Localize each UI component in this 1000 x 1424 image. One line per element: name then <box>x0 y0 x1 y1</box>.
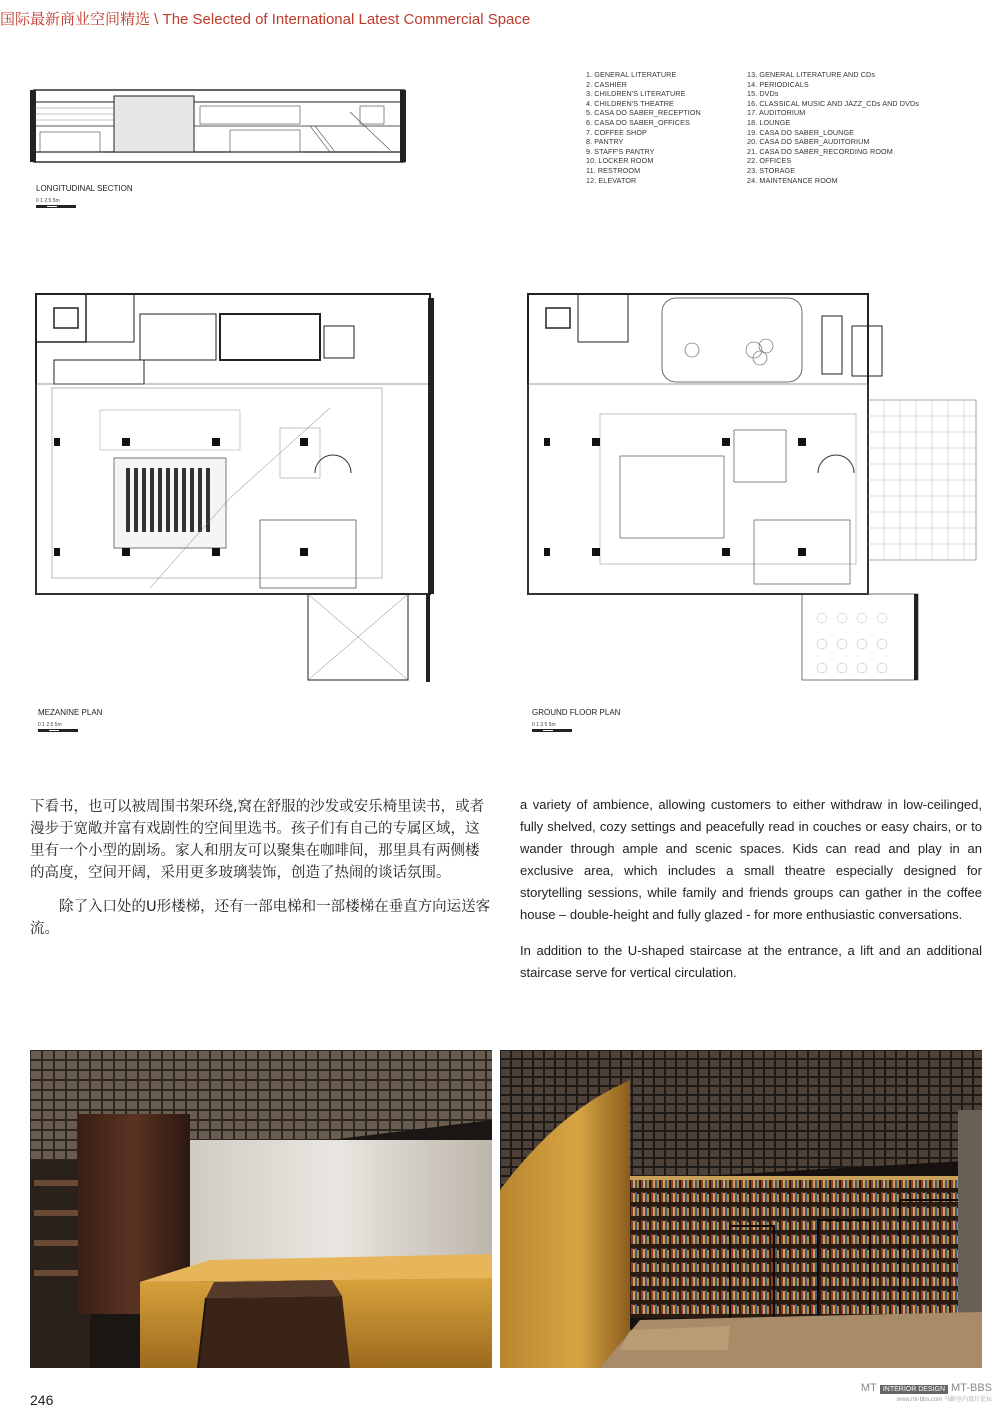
legend-item: 18. LOUNGE <box>747 117 791 127</box>
mezzanine-plan-drawing <box>30 288 440 688</box>
ground-floor-scale: 0 1 2.5 5m <box>532 722 556 728</box>
header-separator: \ <box>150 11 163 28</box>
staircase-photo <box>30 1050 492 1368</box>
watermark-box: INTERIOR DESIGN <box>880 1385 948 1394</box>
legend-item: 12. ELEVATOR <box>586 175 637 185</box>
mezzanine-label: MEZANINE PLAN <box>38 708 103 717</box>
ground-floor-plan-drawing <box>522 288 982 688</box>
section-label: LONGITUDINAL SECTION <box>36 184 133 193</box>
legend-item: 17. AUDITORIUM <box>747 108 806 118</box>
paragraph-en: In addition to the U-shaped staircase at the entrance, a lift and an additional staircase serve for vertical circulation. <box>520 943 982 980</box>
watermark <box>861 1382 992 1403</box>
section-scale: 0 1 2.5 5m <box>36 198 60 204</box>
watermark-right: MT-BBS <box>951 1382 992 1394</box>
legend-left-column <box>586 70 701 185</box>
paragraph-en: a variety of ambience, allowing customers to either withdraw in low-ceilinged, fully shelved, cozy settings and peacefully read in couches or easy chairs, or to wander through ample and scenic spaces. Kids can read and play in an exclusive area, which includes a small theatre especially designed for storytelling sessions, while family and friends groups can gather in the coffee house – double-height and fully glazed - for more enthusiastic conversations. <box>520 797 982 922</box>
mezzanine-scale: 0 1 2.5 5m <box>38 722 62 728</box>
watermark-url: www.mt-bbs.com <box>896 1397 943 1403</box>
legend-item: 16. CLASSICAL MUSIC AND JAZZ_CDs AND DVDs <box>747 98 919 108</box>
legend-item: 21. CASA DO SABER_RECORDING ROOM <box>747 146 893 156</box>
bookstore-interior-photo <box>500 1050 982 1368</box>
header-title-en: The Selected of International Latest Commercial Space <box>162 11 531 28</box>
legend-item: 1. GENERAL LITERATURE <box>586 70 677 79</box>
legend-item: 15. DVDs <box>747 89 779 99</box>
legend-item: 6. CASA DO SABER_OFFICES <box>586 117 690 127</box>
watermark-cn: 马蹄室内设计论坛 <box>943 1397 992 1403</box>
legend-item: 3. CHILDREN'S LITERATURE <box>586 89 686 99</box>
body-text-cn <box>30 796 492 940</box>
legend-item: 14. PERIODICALS <box>747 79 809 89</box>
legend-item: 9. STAFF'S PANTRY <box>586 146 655 156</box>
legend-right-column <box>747 70 919 185</box>
legend-item: 23. STORAGE <box>747 165 796 175</box>
paragraph-cn: 下看书，也可以被周围书架环绕,窝在舒服的沙发或安乐椅里读书，或者漫步于宽敞并富有戏剧性的空间里选书。孩子们有自己的专属区域，这里有一个小型的剧场。家人和朋友可以聚集在咖啡间，那里具有两侧楼的高度，空间开阔，采用更多玻璃装饰，创造了热闹的谈话氛围。 <box>30 799 485 881</box>
legend-item: 4. CHILDREN'S THEATRE <box>586 98 674 108</box>
legend-item: 5. CASA DO SABER_RECEPTION <box>586 108 701 118</box>
legend-item: 13. GENERAL LITERATURE AND CDs <box>747 70 876 79</box>
body-text-en <box>520 794 982 984</box>
legend-item: 10. LOCKER ROOM <box>586 156 654 166</box>
ground-floor-label: GROUND FLOOR PLAN <box>532 708 621 717</box>
watermark-left: MT <box>860 1382 877 1394</box>
page-header <box>0 8 530 29</box>
page-number: 246 <box>30 1392 54 1408</box>
legend-item: 7. COFFEE SHOP <box>586 127 647 137</box>
legend-item: 2. CASHIER <box>586 79 627 89</box>
legend-item: 20. CASA DO SABER_AUDITORIUM <box>747 137 870 147</box>
legend-item: 24. MAINTENANCE ROOM <box>747 175 838 185</box>
legend-item: 11. RESTROOM <box>586 165 641 175</box>
header-title-cn: 国际最新商业空间精选 <box>0 11 151 28</box>
legend-item: 19. CASA DO SABER_LOUNGE <box>747 127 855 137</box>
legend-item: 22. OFFICES <box>747 156 792 166</box>
paragraph-cn: 除了入口处的U形楼梯，还有一部电梯和一部楼梯在垂直方向运送客流。 <box>30 899 491 937</box>
legend-item: 8. PANTRY <box>586 137 624 147</box>
longitudinal-section-drawing <box>30 82 410 168</box>
